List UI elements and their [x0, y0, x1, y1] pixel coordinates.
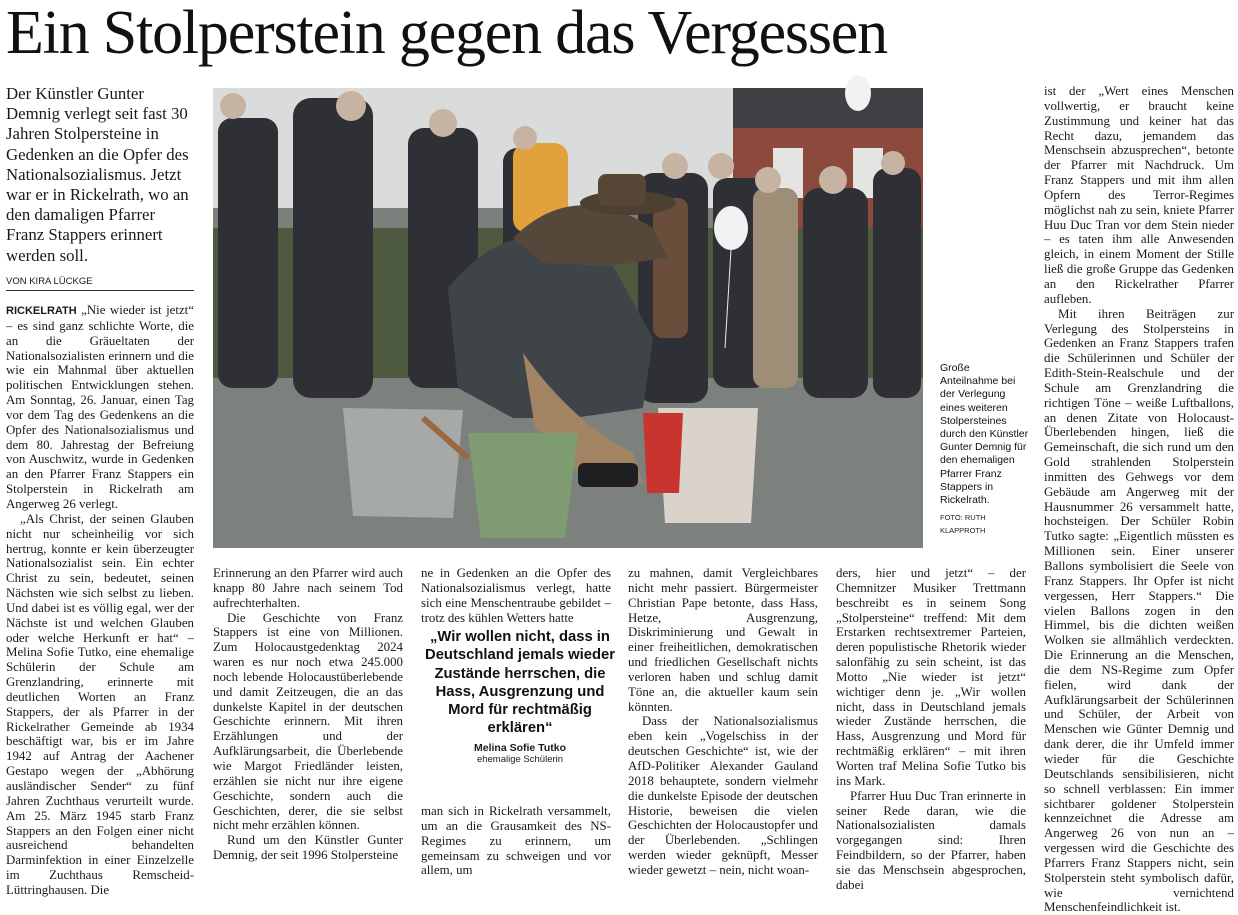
byline: VON KIRA LÜCKGE	[6, 276, 194, 291]
article-column-6	[1044, 84, 1234, 915]
article-paragraph: „Als Christ, der seinen Glauben nicht nur scheinheilig vor sich hertrug, konnte er kein überzeugter Nationalsozialist sein. Ein echter Christ zu sein, bedeutet, seinen Nächsten wie sich selbst zu lieben. Und dabei ist es völlig egal, wer der Nächste ist und welchen Glauben oder welche Herkunft er hat“ – Melina Sofie Tutko, eine ehemalige Schülerin der Schule am Grenzlandring, erinnerte mit deutlichen Worten an Franz Stappers, der als Pfarrer in der Rickelrather Gemeinde ab 1934 beschäftigt war, bis er im Jahre 1942 auf Antrag der Aachener Gestapo wegen der „Abhörung ausländischer Sender“ zu fünf Jahren Zuchthaus verurteilt wurde. Am 25. März 1945 starb Franz Stappers an den Folgen einer nicht ausreichend behandelten Darminfektion in einer Einzelzelle im Zuchthaus Remscheid-Lüttringhausen. Die	[6, 511, 194, 897]
article-column-3-bottom	[421, 804, 611, 878]
quote-text: „Wir wollen nicht, dass in Deutschland jemals wieder Zustände herrschen, die Hass, Ausgrenzung und Mord für rechtmäßig erklären“	[425, 629, 615, 737]
quote-author: Melina Sofie Tutko	[474, 741, 566, 754]
article-paragraph: Erinnerung an den Pfarrer wird auch knapp 80 Jahre nach seinem Tod aufrechterhalten.	[213, 566, 403, 610]
article-paragraph: Rund um den Künstler Gunter Demnig, der seit 1996 Stolpersteine	[213, 833, 403, 863]
article-paragraph: ist der „Wert eines Menschen vollwertig, er braucht keine Zustimmung und keiner hat das Recht dazu, jemandem das Menschsein abzusprechen“, betonte der Pfarrer mit Nachdruck. Um Franz Stappers und mit ihm allen Opfern des Terror-Regimes möglichst nah zu sein, kniete Pfarrer Huu Duc Tran vor dem Stein nieder – es taten ihm alle Anwesenden gleich, in einem Moment der Stille ließ die große Gruppe das Gedenken an den Rickelrather Pfarrer aufleben.	[1044, 84, 1234, 306]
photo-illustration	[213, 88, 923, 548]
article-column-2	[213, 566, 403, 863]
article-paragraph: Die Geschichte von Franz Stappers ist eine von Millionen. Zum Holocaustgedenktag 2024 waren es nur noch etwa 245.000 noch lebende Holocaustüberlebende und damit Zeitzeugen, die an das dunkelste Kapitel in der deutschen Geschichte erinnern. Mit ihren Erzählungen und der Aufklärungsarbeit, die Überlebende wie Margot Friedländer leisten, erzählen sie nicht nur ihre eigene Geschichte, sondern auch die Geschichten, derer, die sie selbst nicht mehr erzählen können.	[213, 610, 403, 833]
article-column-1	[6, 303, 194, 897]
photo-caption	[940, 362, 1030, 537]
article-column-4	[628, 566, 818, 877]
article-column-5	[836, 566, 1026, 892]
article-paragraph: ne in Gedenken an die Opfer des Nationalsozialismus verlegt, hatte sich eine Menschentraube gebildet – trotz des kühlen Wetters hatte	[421, 566, 611, 625]
article-paragraph: RICKELRATH „Nie wieder ist jetzt“ – es sind ganz schlichte Worte, die an die Gräueltaten der Nationalsozialisten erinnern und die wie ein Mahnmal über aktuellen politischen Entwicklungen stehen. Am Sonntag, 26. Januar, einen Tag vor dem Tag des Gedenkens an die Opfer des Nationalsozialismus und dem 80. Jahrestag der Befreiung von Auschwitz, wurde in Gedenken an den Pfarrer Franz Stappers ein Stolperstein in Rickelrath am Angerweg 26 verlegt.	[6, 303, 194, 511]
photo-credit: FOTO: RUTH KLAPPROTH	[940, 513, 986, 536]
article-paragraph: Pfarrer Huu Duc Tran erinnerte in seiner Rede daran, wie die Nationalsozialisten damals vorgegangen sind: Ihren Feindbildern, so der Pfarrer, haben sie das Menschsein abgesprochen, dabei	[836, 788, 1026, 892]
headline: Ein Stolperstein gegen das Vergessen	[6, 0, 887, 67]
quote-role: ehemalige Schülerin	[476, 753, 564, 765]
article-paragraph: ders, hier und jetzt“ – der Chemnitzer Musiker Trettmann beschreibt es in seinem Song „Stolpersteine“ treffend: Mit dem Erstarken rechtsextremer Parteien, deren populistische Rhetorik wieder salonfähig zu sein scheint, ist das Motto „Nie wieder ist jetzt“ wichtiger denn je. „Wir wollen nicht, dass in Deutschland jemals wieder Zustände herrschen, die Hass, Ausgrenzung und Mord für rechtmäßig erklären“ – mit ihren Worten traf Melina Sofie Tutko bis ins Mark.	[836, 566, 1026, 788]
dateline: RICKELRATH	[6, 305, 77, 317]
article-paragraph: Dass der Nationalsozialismus eben kein „Vogelschiss in der deutschen Geschichte“ ist, wie der AfD-Politiker Alexander Gauland 2018 behauptete, sondern vielmehr die dunkelste Episode der deutschen Historie, beweisen die vielen Geschichten der Holocaustopfer und der Überlebenden. „Schlingen werden wieder geknüpft, Messer wieder gewetzt – nein, nicht woan-	[628, 714, 818, 877]
lead-paragraph: Der Künstler Gunter Demnig verlegt seit fast 30 Jahren Stolpersteine in Gedenken an die Opfer des Nationalsozialismus. Jetzt war er in Rickelrath, wo an den damaligen Pfarrer Franz Stappers erinnert werden soll.	[6, 84, 189, 265]
article-paragraph: Mit ihren Beiträgen zur Verlegung des Stolpersteins in Gedenken an Franz Stappers trafen die Schülerinnen und Schüler der Edith-Stein-Realschule und der Schule am Grenzlandring die richtigen Töne – weiße Luftballons, an denen Zitate von Holocaust-Überlebenden hingen, ließ die Gemeinschaft, die sich rund um den Gold strahlenden Stolperstein inmitten des Gehwegs vor dem Gebäude am Angerweg mit der Hausnummer 26 versammelt hatte, hochsteigen. Der Schüler Robin Tutko sagte: „Eigentlich müssten es Millionen sein. Einer unserer Ballons symbolisiert die Seele von Franz Stappers. Ihr Opfer ist nicht vergessen, Herr Stappers.“ Die vielen Ballons zogen in den Himmel, bis die dichten weißen Wolken sie allmählich verdeckten. Die Erinnerung an die Menschen, die dem NS-Regime zum Opfer fielen, wird dank der Aufklärungsarbeit der Schülerinnen und Schüler, der Arbeit von Menschen wie Günter Demnig und dank derer, die ihr Umfeld immer wieder für die Geschichte Deutschlands sensibilisieren, nicht so schnell verblassen: Ein immer sichtbarer goldener Stolperstein kennzeichnet die Adresse am Angerweg 26 von nun an – vergessen wird die Geschichte des Pfarrers Franz Stappers nicht, sein Stolperstein steht symbolisch dafür, wie vernichtend Menschenfeindlichkeit ist.	[1044, 306, 1234, 915]
article-photo	[213, 88, 923, 548]
article-paragraph: zu mahnen, damit Vergleichbares nicht mehr passiert. Bürgermeister Christian Pape betonte, dass Hass, Hetze, Ausgrenzung, Diskriminierung und Gewalt in einer freiheitlichen, demokratischen und friedlichen Gesellschaft nichts verloren haben und schlug damit Töne an, die aktueller kaum sein könnten.	[628, 566, 818, 714]
article-paragraph: man sich in Rickelrath versammelt, um an die Grausamkeit des NS-Regimes zu erinnern, um gemeinsam zu schweigen und vor allem, um	[421, 804, 611, 878]
caption-text: Große Anteilnahme bei der Verlegung eines weiteren Stolpersteines durch den Künstler Gunter Demnig für den ehemaligen Pfarrer Franz Stappers in Rickelrath.	[940, 362, 1029, 507]
pull-quote	[424, 628, 616, 765]
article-column-3-top	[421, 566, 611, 626]
